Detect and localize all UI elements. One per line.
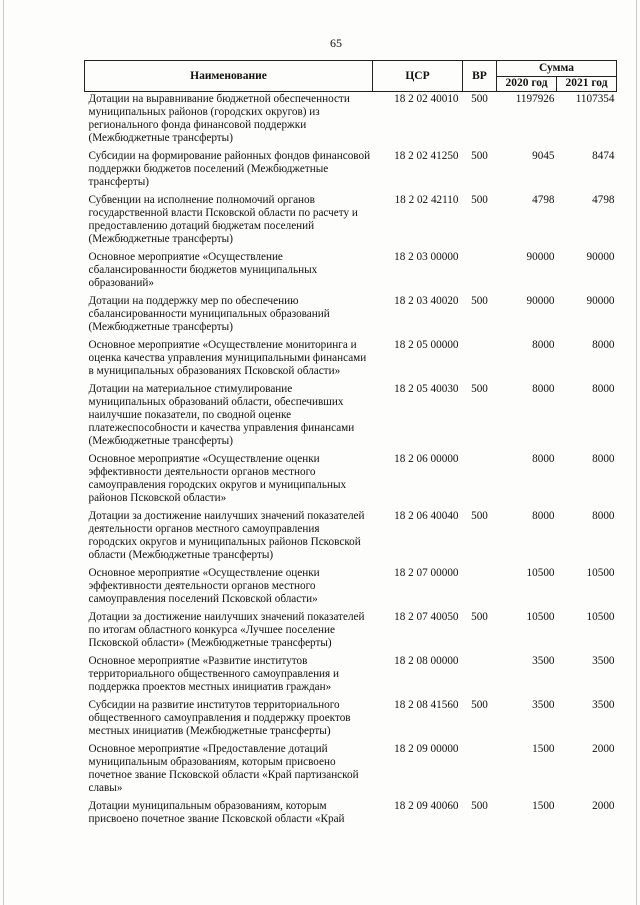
row-sum-2021: 8000 — [592, 339, 615, 351]
scan-edge-left — [3, 0, 4, 905]
row-sum-2021: 90000 — [586, 251, 615, 263]
row-sum-2021: 8000 — [592, 453, 615, 465]
header-year-2020: 2020 год — [497, 76, 557, 92]
row-vr: 500 — [471, 699, 488, 711]
row-vr: 500 — [471, 93, 488, 105]
table-row — [85, 566, 617, 610]
row-vr — [463, 566, 497, 610]
row-vr: 500 — [471, 150, 488, 162]
row-name: Основное мероприятие «Осуществление оценки эффективности деятельности органов местного самоуправления городских округов и муниципальных районов Псковской области» — [88, 453, 347, 504]
table-row — [85, 382, 617, 452]
row-csr: 18 2 09 40060 — [394, 800, 459, 812]
header-name: Наименование — [85, 61, 373, 92]
header-sum: Сумма — [497, 61, 617, 77]
row-vr: 500 — [471, 510, 488, 522]
row-vr: 500 — [471, 295, 488, 307]
row-csr: 18 2 09 00000 — [394, 743, 459, 755]
row-vr: 500 — [471, 383, 488, 395]
row-sum-2020: 9045 — [532, 150, 555, 162]
table-row — [85, 452, 617, 509]
row-sum-2020: 1500 — [532, 800, 555, 812]
row-vr — [463, 654, 497, 698]
table-row — [85, 250, 617, 294]
row-vr: 500 — [471, 800, 488, 812]
row-csr: 18 2 02 42110 — [394, 194, 459, 206]
row-name: Субвенции на исполнение полномочий органов государственной власти Псковской области по расчету и предоставлению дотаций бюджетам поселений (Межбюджетные трансферты) — [88, 194, 358, 245]
row-sum-2021: 2000 — [592, 800, 615, 812]
row-sum-2021: 8474 — [592, 150, 615, 162]
row-sum-2021: 8000 — [592, 383, 615, 395]
row-sum-2020: 8000 — [532, 510, 555, 522]
row-sum-2021: 10500 — [586, 611, 615, 623]
row-sum-2021: 8000 — [592, 510, 615, 522]
table-row — [85, 509, 617, 566]
row-sum-2020: 10500 — [526, 611, 555, 623]
row-sum-2021: 3500 — [592, 699, 615, 711]
table-row — [85, 799, 617, 830]
row-sum-2020: 4798 — [532, 194, 555, 206]
row-csr: 18 2 05 00000 — [394, 339, 459, 351]
header-vr: ВР — [463, 61, 497, 92]
row-sum-2021: 1107354 — [575, 93, 615, 105]
row-sum-2021: 90000 — [586, 295, 615, 307]
row-sum-2020: 90000 — [526, 251, 555, 263]
row-name: Дотации за достижение наилучших значений показателей по итогам областного конкурса «Лучшее поселение Псковской области» (Межбюджетные трансферты) — [88, 611, 365, 649]
row-sum-2020: 8000 — [532, 383, 555, 395]
table-row — [85, 338, 617, 382]
row-name: Субсидии на формирование районных фондов финансовой поддержки бюджетов поселений (Межбюджетные трансферты) — [88, 150, 371, 188]
row-name: Дотации за достижение наилучших значений показателей деятельности органов местного самоуправления городских округов и муниципальных районов Псковской области (Межбюджетные трансферты) — [88, 510, 365, 561]
row-csr: 18 2 06 00000 — [394, 453, 459, 465]
row-name: Дотации на поддержку мер по обеспечению сбалансированности муниципальных образований (Межбюджетные трансферты) — [88, 295, 330, 333]
row-name: Основное мероприятие «Осуществление мониторинга и оценка качества управления муниципальными финансами в муниципальных образованиях Псковской области» — [88, 339, 367, 377]
row-sum-2020: 8000 — [532, 339, 555, 351]
page-number: 65 — [330, 36, 342, 50]
row-vr — [463, 338, 497, 382]
row-csr: 18 2 02 41250 — [394, 150, 459, 162]
row-vr: 500 — [471, 194, 488, 206]
row-sum-2020: 8000 — [532, 453, 555, 465]
budget-table — [84, 60, 617, 830]
row-vr — [463, 250, 497, 294]
row-sum-2020: 1500 — [532, 743, 555, 755]
row-csr: 18 2 06 40040 — [394, 510, 459, 522]
row-name: Субсидии на развитие институтов территориального общественного самоуправления и поддержку проектов местных инициатив (Межбюджетные трансферты) — [88, 699, 351, 737]
row-name: Основное мероприятие «Предоставление дотаций муниципальным образованиям, которым присвоено почетное звание Псковской области «Край партизанской славы» — [88, 743, 359, 794]
row-csr: 18 2 02 40010 — [394, 93, 459, 105]
table-row — [85, 294, 617, 338]
row-csr: 18 2 07 40050 — [394, 611, 459, 623]
row-vr: 500 — [471, 611, 488, 623]
table-row — [85, 654, 617, 698]
row-sum-2020: 3500 — [532, 655, 555, 667]
table-row — [85, 149, 617, 193]
row-csr: 18 2 03 40020 — [394, 295, 459, 307]
row-sum-2021: 10500 — [586, 567, 615, 579]
table-body — [85, 92, 617, 831]
row-name: Дотации муниципальным образованиям, которым присвоено почетное звание Псковской области «Край — [88, 800, 345, 825]
row-csr: 18 2 03 00000 — [394, 251, 459, 263]
row-sum-2021: 2000 — [592, 743, 615, 755]
row-name: Дотации на выравнивание бюджетной обеспеченности муниципальных районов (городских округов) из регионального фонда финансовой поддержки (Межбюджетные трансферты) — [88, 93, 350, 144]
table-row — [85, 92, 617, 150]
row-csr: 18 2 07 00000 — [394, 567, 459, 579]
row-sum-2020: 3500 — [532, 699, 555, 711]
table-row — [85, 742, 617, 799]
header-csr: ЦСР — [373, 61, 463, 92]
table-row — [85, 193, 617, 250]
row-sum-2021: 3500 — [592, 655, 615, 667]
row-vr — [463, 452, 497, 509]
row-csr: 18 2 08 41560 — [394, 699, 459, 711]
row-name: Дотации на материальное стимулирование муниципальных образований области, обеспечивших наилучшие показатели, по сводной оценке платежеспособности и качества управления финансами (Межбюджетные трансферты) — [88, 383, 355, 447]
table-header — [85, 61, 617, 92]
scan-edge-right — [636, 0, 637, 905]
row-sum-2020: 90000 — [526, 295, 555, 307]
row-name: Основное мероприятие «Осуществление сбалансированности бюджетов муниципальных образований» — [88, 251, 318, 289]
row-sum-2020: 10500 — [526, 567, 555, 579]
table-row — [85, 610, 617, 654]
header-year-2021: 2021 год — [557, 76, 617, 92]
table-row — [85, 698, 617, 742]
row-vr — [463, 742, 497, 799]
row-sum-2021: 4798 — [592, 194, 615, 206]
row-csr: 18 2 08 00000 — [394, 655, 459, 667]
row-csr: 18 2 05 40030 — [394, 383, 459, 395]
row-sum-2020: 1197926 — [515, 93, 555, 105]
row-name: Основное мероприятие «Развитие институтов территориального общественного самоуправления и поддержка проектов местных инициатив граждан» — [88, 655, 339, 693]
row-name: Основное мероприятие «Осуществление оценки эффективности деятельности органов местного самоуправления поселений Псковской области» — [88, 567, 320, 605]
